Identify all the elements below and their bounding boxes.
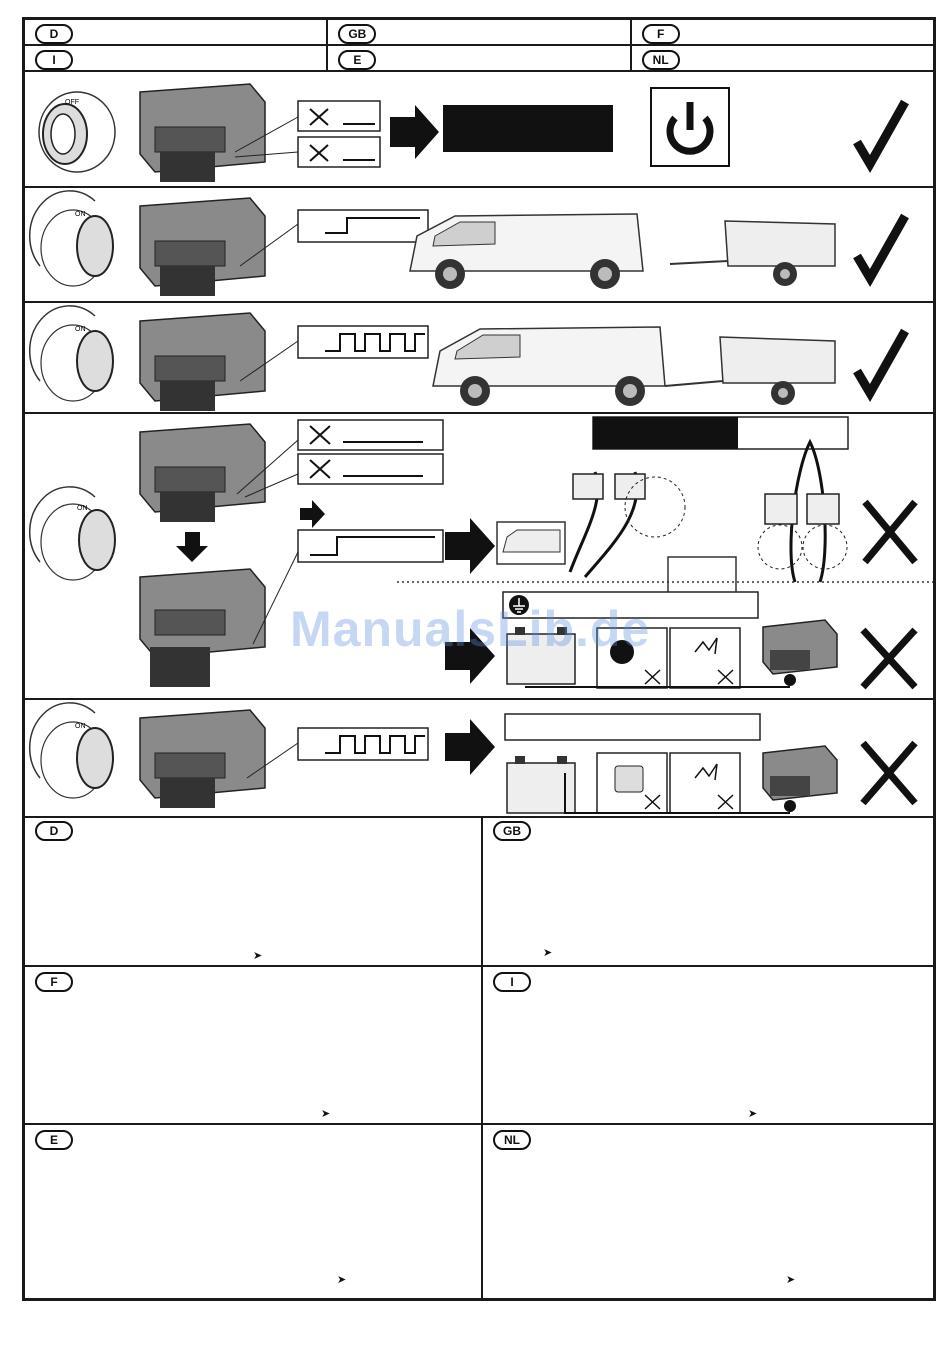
ignition-key-icon bbox=[30, 487, 115, 580]
check-mark-icon bbox=[857, 216, 905, 278]
signal-step-box bbox=[298, 210, 428, 242]
ignition-on-label: ON bbox=[75, 326, 86, 333]
ignition-on-label: ON bbox=[77, 505, 88, 512]
signal-pulse-box bbox=[298, 326, 428, 358]
ignition-on-label: ON bbox=[75, 211, 86, 218]
lang-badge-gb: GB bbox=[338, 24, 376, 44]
language-text-sections bbox=[25, 816, 933, 1298]
trailer-icon bbox=[670, 221, 835, 286]
control-module-icon bbox=[140, 198, 265, 296]
continue-arrow-icon: ➤ bbox=[321, 1108, 331, 1120]
arrow-right-icon bbox=[445, 518, 495, 574]
control-module-icon bbox=[140, 313, 265, 411]
trailer-thumbnail bbox=[668, 557, 736, 597]
lang-badge-f: F bbox=[35, 972, 73, 992]
step-3-illustration bbox=[25, 301, 933, 412]
lang-badge-i: I bbox=[493, 972, 531, 992]
text-section-nl bbox=[483, 1125, 933, 1298]
signal-pulse-box bbox=[298, 728, 428, 760]
ignition-on-label: ON bbox=[75, 723, 86, 730]
continue-arrow-icon: ➤ bbox=[543, 947, 553, 959]
wiring-connectors-loop-icon bbox=[758, 442, 847, 582]
ignition-key-icon bbox=[30, 703, 113, 798]
ignition-key-icon bbox=[30, 191, 113, 286]
lang-badge-d: D bbox=[35, 821, 73, 841]
ignition-key-icon bbox=[30, 306, 113, 401]
step-ignition-on-trailer-on bbox=[25, 301, 933, 414]
short-circuit-panel bbox=[670, 753, 740, 813]
continue-arrow-icon: ➤ bbox=[337, 1274, 347, 1286]
step-ignition-off bbox=[25, 72, 933, 188]
step-ignition-on-trailer-off bbox=[25, 186, 933, 303]
lang-cell-i bbox=[25, 46, 328, 70]
check-mark-icon bbox=[857, 331, 905, 393]
control-module-icon bbox=[763, 746, 837, 800]
lang-badge-i: I bbox=[35, 50, 73, 70]
lang-badge-gb: GB bbox=[493, 821, 531, 841]
step-2-illustration bbox=[25, 186, 933, 301]
lang-badge-nl: NL bbox=[493, 1130, 531, 1150]
text-section-e bbox=[25, 1125, 483, 1298]
fuse-label-box bbox=[505, 714, 760, 740]
text-section-gb bbox=[483, 816, 933, 967]
van-icon bbox=[433, 327, 665, 406]
small-arrow-icon bbox=[300, 500, 325, 528]
text-section-f bbox=[25, 967, 483, 1125]
black-label-bar bbox=[593, 417, 738, 449]
van-icon bbox=[410, 214, 643, 289]
control-module-unplugged-icon bbox=[140, 569, 265, 687]
step-5-illustration bbox=[25, 698, 933, 816]
control-module-icon bbox=[140, 424, 265, 522]
black-label-bar bbox=[443, 105, 613, 152]
control-module-icon bbox=[763, 620, 837, 674]
trailer-icon bbox=[665, 337, 835, 405]
short-circuit-panel bbox=[670, 628, 740, 688]
lang-cell-gb bbox=[328, 20, 631, 44]
x-mark-icon bbox=[863, 743, 915, 803]
arrow-down-icon bbox=[176, 532, 208, 562]
arrow-right-icon bbox=[445, 719, 495, 775]
watermark: ManualsLib.de bbox=[290, 601, 651, 657]
x-mark-icon bbox=[863, 630, 915, 687]
manual-page-frame bbox=[22, 17, 936, 1301]
no-signal-box-2 bbox=[298, 137, 380, 167]
language-header-row-2 bbox=[25, 46, 933, 72]
lang-badge-e: E bbox=[35, 1130, 73, 1150]
lang-cell-nl bbox=[632, 46, 933, 70]
signal-step-box bbox=[298, 530, 443, 562]
text-section-i bbox=[483, 967, 933, 1125]
step-1-illustration bbox=[25, 72, 933, 186]
continue-arrow-icon: ➤ bbox=[748, 1108, 758, 1120]
lang-badge-d: D bbox=[35, 24, 73, 44]
control-module-icon bbox=[140, 710, 265, 808]
lang-cell-e bbox=[328, 46, 631, 70]
continue-arrow-icon: ➤ bbox=[786, 1274, 796, 1286]
text-section-d bbox=[25, 816, 483, 967]
ignition-off-label: OFF bbox=[65, 99, 79, 106]
arrow-right-icon bbox=[390, 105, 439, 159]
step-fault-fuse-check bbox=[25, 698, 933, 818]
lang-badge-e: E bbox=[338, 50, 376, 70]
lang-cell-d bbox=[25, 20, 328, 44]
language-header-row-1 bbox=[25, 20, 933, 46]
lang-badge-nl: NL bbox=[642, 50, 680, 70]
control-module-icon bbox=[140, 84, 265, 182]
lang-badge-f: F bbox=[642, 24, 680, 44]
x-mark-icon bbox=[865, 502, 915, 562]
continue-arrow-icon: ➤ bbox=[253, 950, 263, 962]
lang-cell-f bbox=[632, 20, 933, 44]
check-mark-icon bbox=[857, 102, 905, 164]
no-signal-box-1 bbox=[298, 101, 380, 131]
